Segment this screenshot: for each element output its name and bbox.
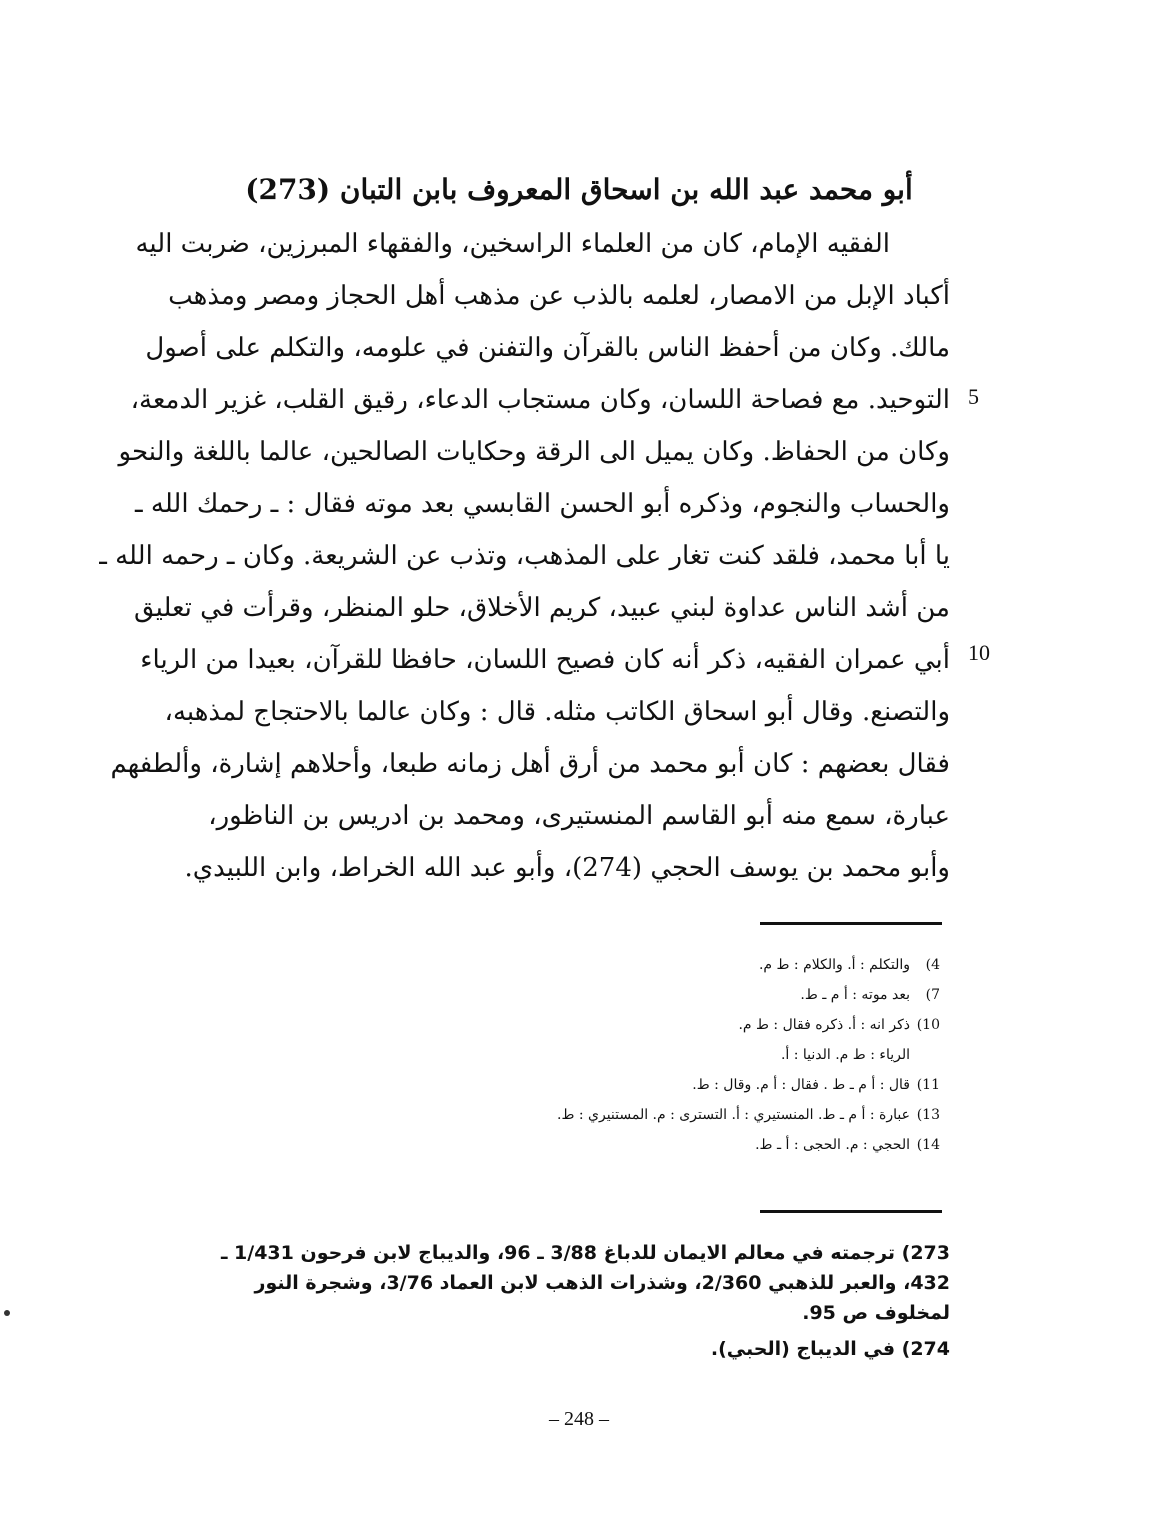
note-number: 10) <box>916 1017 940 1033</box>
note-number: 4) <box>925 957 940 973</box>
body-line: أبي عمران الفقيه، ذكر أنه كان فصيح اللسان، حافظا للقرآن، بعيدا من الرياء <box>140 645 950 675</box>
apparatus-note <box>500 1130 940 1160</box>
divider-rule <box>760 922 942 925</box>
note-number: 7) <box>925 987 940 1003</box>
body-line: فقال بعضهم : كان أبو محمد من أرق أهل زمانه طبعا، وأحلاهم إشارة، وألطفهم <box>110 749 950 779</box>
footnotes <box>180 1238 950 1370</box>
body-line: وأبو محمد بن يوسف الحجي (274)، وأبو عبد الله الخراط، وابن اللبيدي. <box>184 853 950 883</box>
scan-speck <box>4 1310 10 1316</box>
note-number: 11) <box>916 1077 940 1093</box>
note-text: بعد موته : أ م ـ ط. <box>800 987 910 1003</box>
note-text: قال : أ م ـ ط . فقال : أ م. وقال : ط. <box>692 1077 910 1093</box>
body-text <box>99 218 950 894</box>
body-line: والتصنع. وقال أبو اسحاق الكاتب مثله. قال : وكان عالما بالاحتجاج لمذهبه، <box>164 697 950 727</box>
body-line: وكان من الحفاظ. وكان يميل الى الرقة وحكايات الصالحين، عالما باللغة والنحو <box>118 437 950 467</box>
apparatus-note <box>500 1100 940 1130</box>
body-line: والحساب والنجوم، وذكره أبو الحسن القابسي بعد موته فقال : ـ رحمك الله ـ <box>135 489 950 519</box>
body-line: أكباد الإبل من الامصار، لعلمه بالذب عن مذهب أهل الحجاز ومصر ومذهب <box>168 281 950 311</box>
divider-rule <box>760 1210 942 1213</box>
body-line: مالك. وكان من أحفظ الناس بالقرآن والتفنن في علومه، والتكلم على أصول <box>145 333 950 363</box>
line-number: 10 <box>968 640 990 665</box>
footnote-274: 274) في الديباج (الحبي). <box>710 1338 950 1360</box>
body-line: يا أبا محمد، فلقد كنت تغار على المذهب، وتذب عن الشريعة. وكان ـ رحمه الله ـ <box>99 541 950 571</box>
apparatus-note <box>500 1070 940 1100</box>
page-number: – 248 – <box>549 1408 609 1430</box>
note-text: الرياء : ط م. الدنيا : أ. <box>780 1047 910 1063</box>
apparatus-notes <box>500 950 940 1160</box>
body-line: عبارة، سمع منه أبو القاسم المنستيرى، ومحمد بن ادريس بن الناظور، <box>208 801 950 831</box>
body-line: من أشد الناس عداوة لبني عبيد، كريم الأخلاق، حلو المنظر، وقرأت في تعليق <box>133 593 950 623</box>
biography-heading: أبو محمد عبد الله بن اسحاق المعروف بابن التبان (273) <box>245 173 913 206</box>
body-line: الفقيه الإمام، كان من العلماء الراسخين، والفقهاء المبرزين، ضربت اليه <box>135 229 890 259</box>
apparatus-note <box>500 950 940 980</box>
note-text: ذكر انه : أ. ذكره فقال : ط م. <box>738 1017 910 1033</box>
note-text: عبارة : أ م ـ ط. المنستيري : أ. التسترى : م. المستنيري : ط. <box>557 1107 910 1123</box>
note-text: والتكلم : أ. والكلام : ط م. <box>758 957 910 973</box>
footnote-273: 273) ترجمته في معالم الايمان للدباغ 3/88 ـ 96، والديباج لابن فرحون 1/431 ـ 432، والعبر للذهبي 2/360، وشذرات الذهب لابن العماد 3/76، وشجرة النور لمخلوف ص 95. <box>220 1242 950 1324</box>
apparatus-note <box>500 980 940 1010</box>
apparatus-note <box>500 1010 940 1040</box>
note-number: 14) <box>916 1137 940 1153</box>
line-number: 5 <box>968 384 979 409</box>
note-text: الحجي : م. الحجى : أ ـ ط. <box>755 1137 910 1153</box>
body-line: التوحيد. مع فصاحة اللسان، وكان مستجاب الدعاء، رقيق القلب، غزير الدمعة، <box>130 385 950 415</box>
apparatus-note <box>500 1040 940 1070</box>
note-number: 13) <box>916 1107 940 1123</box>
